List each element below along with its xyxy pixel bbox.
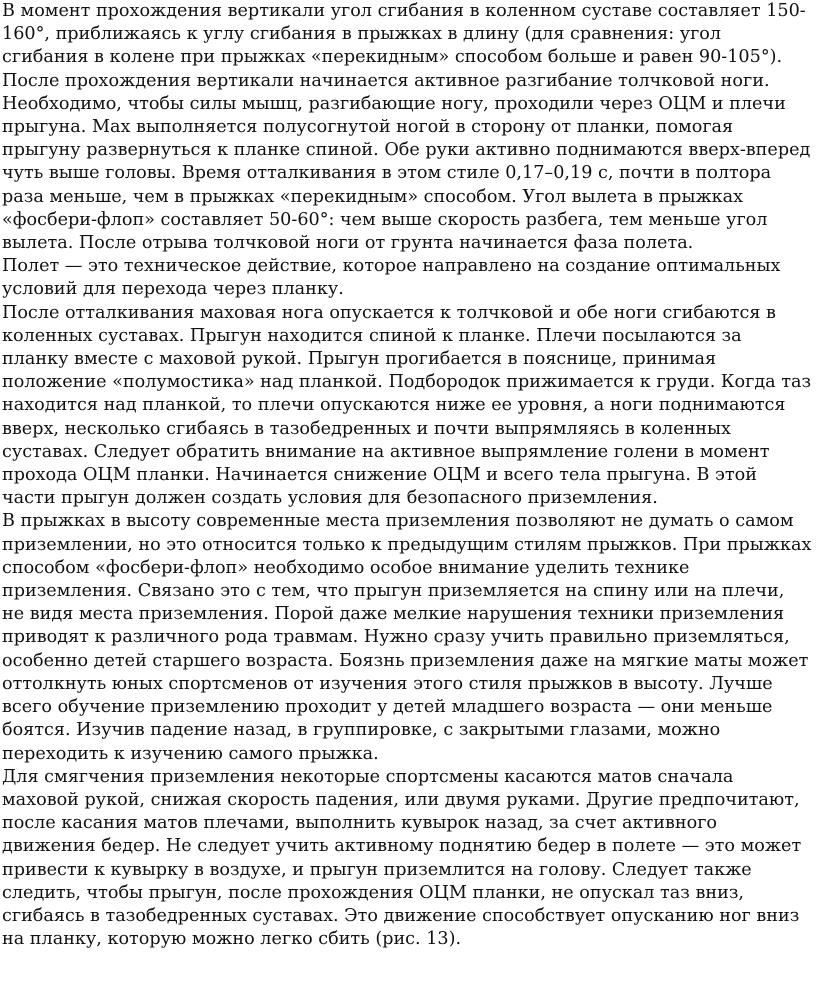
paragraph-takeoff: В момент прохождения вертикали угол сгибания в коленном суставе составляет 150-160°, приближаясь к углу сгибания в прыжках в длину (для сравнения: угол сгибания в колене при прыжках «перекидным» способом больше и равен 90-105°). После прохождения вертикали начинается активное разгибание толчковой ноги. Необходимо, чтобы силы мышц, разгибающие ногу, проходили через ОЦМ и плечи прыгуна. Мах выполняется полусогнутой ногой в сторону от планки, помогая прыгуну развернуться к планке спиной. Обе руки активно поднимаются вверх-вперед чуть выше головы. Время отталкивания в этом стиле 0,17–0,19 с, почти в полтора раза меньше, чем в прыжках «перекидным» способом. Угол вылета в прыжках «фосбери-флоп» составляет 50-60°: чем выше скорость разбега, тем меньше угол вылета. После отрыва толчковой ноги от грунта начинается фаза полета.: [2, 1, 811, 254]
paragraph-landing-softening: Для смягчения приземления некоторые спортсмены касаются матов сначала маховой рукой, снижая скорость падения, или двумя руками. Другие предпочитают, после касания матов плечами, выполнить кувырок назад, за счет активного движения бедер. Не следует учить активному поднятию бедер в полете — это может привести к кувырку в воздухе, и прыгун приземлится на голову. Следует также следить, чтобы прыгун, после прохождения ОЦМ планки, не опускал таз вниз, сгибаясь в тазобедренных суставах. Это движение способствует опусканию ног вниз на планку, которую можно легко сбить (рис. 13).: [2, 766, 802, 950]
paragraph-landing-technique: В прыжках в высоту современные места приземления позволяют не думать о самом приземлении, но это относится только к предыдущим стилям прыжков. При прыжках способом «фосбери-флоп» необходимо особое внимание уделить технике приземления. Связано это с тем, что прыгун приземляется на спину или на плечи, не видя места приземления. Порой даже мелкие нарушения техники приземления приводят к различного рода травмам. Нужно сразу учить правильно приземляться, особенно детей старшего возраста. Боязнь приземления даже на мягкие маты может оттолкнуть юных спортсменов от изучения этого стиля прыжков в высоту. Лучше всего обучение приземлению проходит у детей младшего возраста — они меньше боятся. Изучив падение назад, в группировке, с закрытыми глазами, можно переходить к изучению самого прыжка.: [2, 511, 812, 764]
document-body: [2, 0, 812, 951]
paragraph-bar-clearance: После отталкивания маховая нога опускается к толчковой и обе ноги сгибаются в коленных суставах. Прыгун находится спиной к планке. Плечи посылаются за планку вместе с маховой рукой. Прыгун прогибается в пояснице, принимая положение «полумостика» над планкой. Подбородок прижимается к груди. Когда таз находится над планкой, то плечи опускаются ниже ее уровня, а ноги поднимаются вверх, несколько сгибаясь в тазобедренных и почти выпрямляясь в коленных суставах. Следует обратить внимание на активное выпрямление голени в момент прохода ОЦМ планки. Начинается снижение ОЦМ и всего тела прыгуна. В этой части прыгун должен создать условия для безопасного приземления.: [2, 302, 812, 509]
paragraph-flight-definition: Полет — это техническое действие, которое направлено на создание оптимальных условий для перехода через планку.: [2, 256, 781, 300]
